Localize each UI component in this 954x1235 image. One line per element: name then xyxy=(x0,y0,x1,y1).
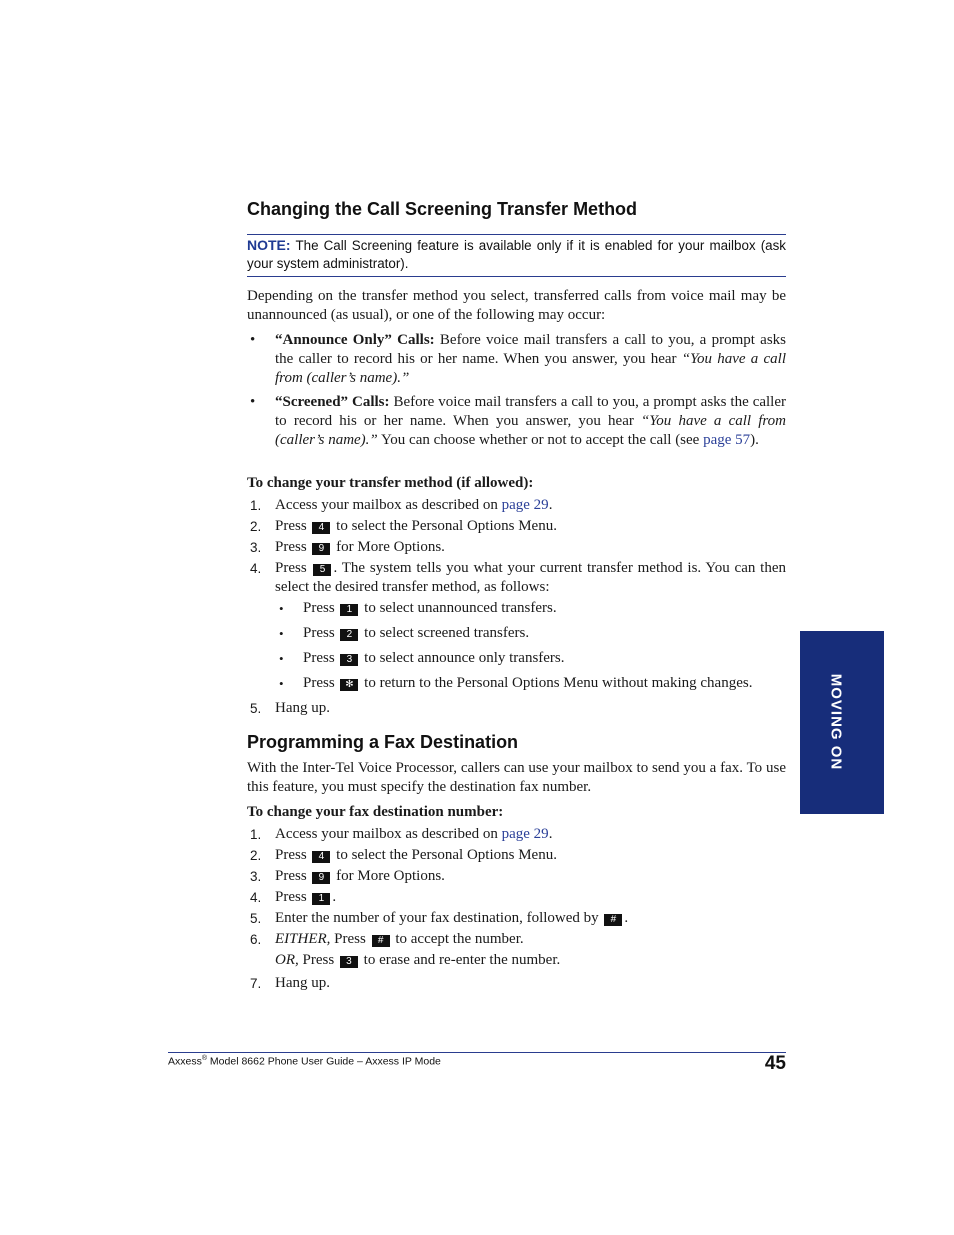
chapter-tab-label: MOVING ON xyxy=(827,673,845,771)
substep xyxy=(303,624,529,643)
key-3-icon: 3 xyxy=(340,956,358,968)
step-number: 2. xyxy=(250,848,262,863)
intro-paragraph: Depending on the transfer method you select, transferred calls from voice mail may be unannounced (as usual), or one of the following may occur: xyxy=(247,288,786,323)
bullet-text: Before voice mail transfers a call to you, a prompt asks the caller to record his or her name. When you answer, you hear xyxy=(275,332,786,367)
intro-paragraph: With the Inter-Tel Voice Processor, callers can use your mailbox to send you a fax. To use this feature, you must specify the destination fax number. xyxy=(247,760,786,795)
step-2 xyxy=(275,846,786,865)
key-hash-icon: # xyxy=(604,914,622,926)
step-5 xyxy=(275,909,786,928)
bullet-screened xyxy=(275,393,786,450)
step-text: . The system tells you what your current transfer method is. You can then select the desired transfer method, as follows: xyxy=(275,560,787,595)
step-2 xyxy=(275,517,786,536)
step-emphasis: EITHER, xyxy=(275,931,331,947)
step-number: 3. xyxy=(250,869,262,884)
section-heading: Programming a Fax Destination xyxy=(247,732,519,752)
step-3 xyxy=(275,538,786,557)
substep xyxy=(303,674,752,693)
step-number: 5. xyxy=(250,911,262,926)
bullet-text: ). xyxy=(750,432,759,448)
step-text: Enter the number of your fax destination, followed by xyxy=(275,910,603,926)
step-text: Press xyxy=(275,889,311,905)
step-text: Press xyxy=(303,650,339,666)
bullet-icon: • xyxy=(250,332,256,348)
step-text: Press xyxy=(298,952,338,968)
procedure-title: To change your fax destination number: xyxy=(247,804,504,820)
bullet-text: You can choose whether or not to accept the call (see xyxy=(377,432,704,448)
step-4 xyxy=(275,888,786,907)
bullet-icon: • xyxy=(279,651,284,666)
page-number: 45 xyxy=(764,1053,786,1074)
step-number: 6. xyxy=(250,932,262,947)
step-6 xyxy=(275,930,786,949)
bullet-text: Before voice mail transfers a call to you, a prompt asks the caller to record his or her name. When you answer, you hear xyxy=(275,394,787,429)
step-text: Press xyxy=(303,675,339,691)
bullet-quote: “You have a call from (caller’s name).” xyxy=(275,351,786,386)
page-57-link[interactable]: page 57 xyxy=(703,432,751,448)
step-text: to select unannounced transfers. xyxy=(360,600,557,616)
step-number: 1. xyxy=(250,827,262,842)
substep xyxy=(303,599,557,618)
bullet-announce-only xyxy=(275,331,786,388)
step-text: Press xyxy=(303,600,339,616)
key-3-icon: 3 xyxy=(340,654,358,666)
step-number: 2. xyxy=(250,519,262,534)
step-text: to accept the number. xyxy=(391,931,524,947)
step-text: to select announce only transfers. xyxy=(360,650,565,666)
registered-mark: ® xyxy=(201,1055,208,1062)
note-top-rule xyxy=(247,234,786,235)
step-text: to select screened transfers. xyxy=(360,625,530,641)
step-5: Hang up. xyxy=(275,700,330,716)
bullet-quote: “You have a call from (caller’s name).” xyxy=(275,413,786,448)
bullet-title: “Announce Only” Calls: xyxy=(275,332,435,348)
step-text: for More Options. xyxy=(332,868,445,884)
note-label: NOTE: xyxy=(247,237,291,253)
note-box xyxy=(247,236,786,273)
section-heading: Changing the Call Screening Transfer Method xyxy=(247,199,638,219)
bullet-icon: • xyxy=(279,626,284,641)
footer-brand: Axxess xyxy=(168,1055,202,1068)
step-text: for More Options. xyxy=(332,539,445,555)
key-9-icon: 9 xyxy=(312,543,330,555)
step-text: Press xyxy=(275,539,311,555)
key-1-icon: 1 xyxy=(312,893,330,905)
step-text: to select the Personal Options Menu. xyxy=(332,518,557,534)
footer-text xyxy=(168,1055,441,1068)
bullet-icon: • xyxy=(279,676,284,691)
step-text: to select the Personal Options Menu. xyxy=(332,847,557,863)
key-star-icon: ✻ xyxy=(340,679,358,691)
step-4 xyxy=(275,559,786,597)
note-bottom-rule xyxy=(247,276,786,277)
step-text: Press xyxy=(303,625,339,641)
footer-title: Model 8662 Phone User Guide – Axxess IP Mode xyxy=(207,1055,441,1068)
substep xyxy=(303,649,565,668)
step-number: 3. xyxy=(250,540,262,555)
footer-rule xyxy=(168,1052,786,1053)
step-text: . xyxy=(548,497,553,513)
step-number: 4. xyxy=(250,890,262,905)
key-9-icon: 9 xyxy=(312,872,330,884)
key-1-icon: 1 xyxy=(340,604,358,616)
step-1 xyxy=(275,825,786,844)
procedure-title: To change your transfer method (if allowed): xyxy=(247,475,534,491)
step-text: to erase and re-enter the number. xyxy=(359,952,561,968)
step-number: 7. xyxy=(250,976,262,991)
note-text: The Call Screening feature is available only if it is enabled for your mailbox (ask your system administrator). xyxy=(247,238,786,271)
step-emphasis: OR, xyxy=(275,952,299,968)
step-text: to return to the Personal Options Menu without making changes. xyxy=(360,675,753,691)
step-number: 4. xyxy=(250,561,262,576)
key-2-icon: 2 xyxy=(340,629,358,641)
bullet-title: “Screened” Calls: xyxy=(275,394,390,410)
page-29-link[interactable]: page 29 xyxy=(501,826,549,842)
step-text: Press xyxy=(330,931,370,947)
step-text: Press xyxy=(275,518,311,534)
step-number: 1. xyxy=(250,498,262,513)
page-29-link[interactable]: page 29 xyxy=(501,497,549,513)
step-text: Access your mailbox as described on xyxy=(275,497,502,513)
key-4-icon: 4 xyxy=(312,522,330,534)
step-text: Access your mailbox as described on xyxy=(275,826,502,842)
step-text: . xyxy=(624,910,629,926)
step-3 xyxy=(275,867,786,886)
step-text: Press xyxy=(275,868,311,884)
bullet-icon: • xyxy=(279,601,284,616)
step-text: . xyxy=(332,889,337,905)
step-text: . xyxy=(548,826,553,842)
step-number: 5. xyxy=(250,701,262,716)
step-1 xyxy=(275,496,786,515)
step-text: Press xyxy=(275,847,311,863)
key-4-icon: 4 xyxy=(312,851,330,863)
step-6-or xyxy=(275,951,786,970)
step-7: Hang up. xyxy=(275,975,330,991)
key-hash-icon: # xyxy=(372,935,390,947)
bullet-icon: • xyxy=(250,394,256,410)
step-text: Press xyxy=(275,560,312,576)
key-5-icon: 5 xyxy=(313,564,331,576)
